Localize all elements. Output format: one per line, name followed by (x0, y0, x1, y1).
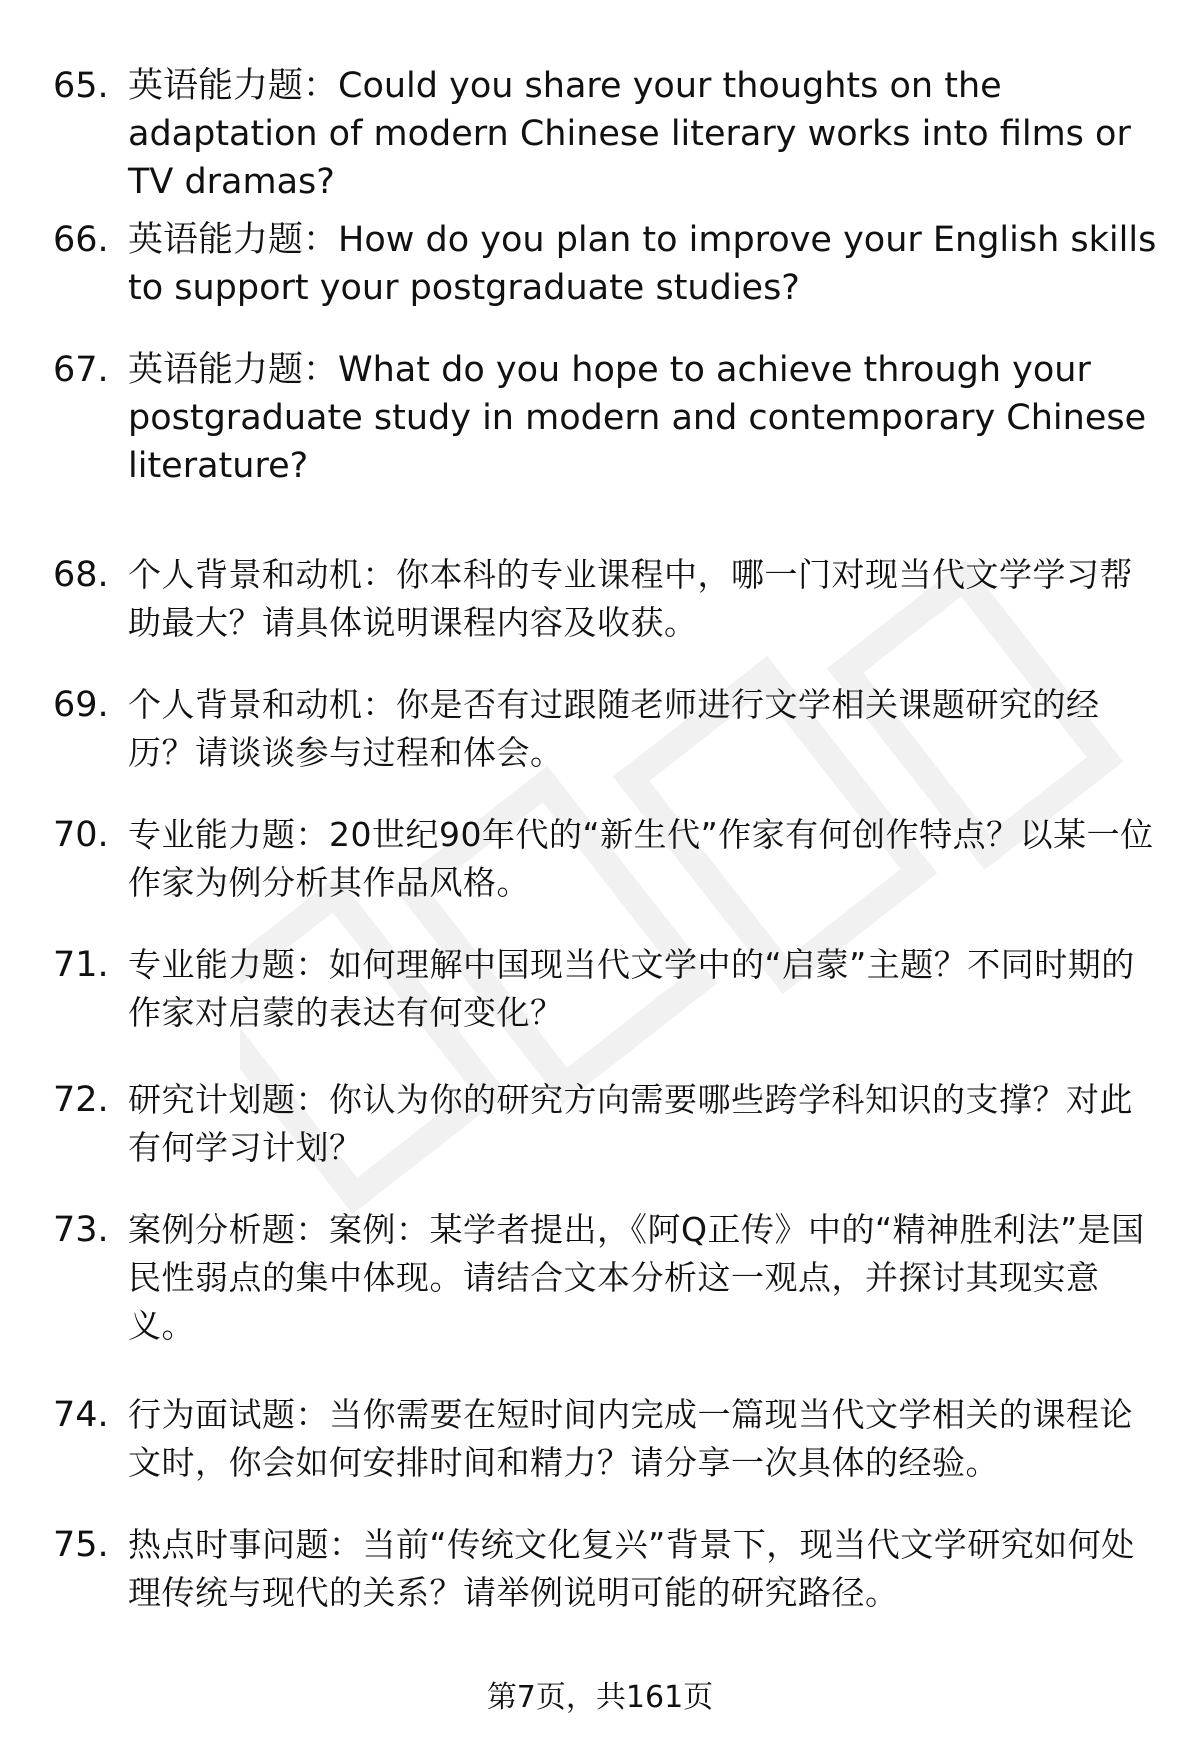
question-category: 研究计划题： (128, 1080, 329, 1119)
question-number: 68. (53, 555, 109, 595)
question-text (128, 941, 1164, 1037)
question-body: 当前“传统文化复兴”背景下，现当代文学研究如何处理传统与现代的关系？请举例说明可能的研究路径。 (128, 1525, 1135, 1612)
question-body: 如何理解中国现当代文学中的“启蒙”主题？不同时期的作家对启蒙的表达有何变化？ (128, 945, 1135, 1032)
question-text (128, 1206, 1164, 1350)
question-text (128, 346, 1164, 490)
question-text (128, 1521, 1164, 1617)
question-text (128, 1076, 1164, 1172)
question-category: 英语能力题： (128, 350, 339, 390)
question-body: 你是否有过跟随老师进行文学相关课题研究的经历？请谈谈参与过程和体会。 (128, 685, 1100, 772)
question-number: 73. (53, 1210, 109, 1250)
question-text (128, 216, 1164, 312)
question-number: 75. (53, 1525, 109, 1565)
question-category: 热点时事问题： (128, 1525, 363, 1564)
question-number: 65. (53, 66, 109, 106)
question-number: 71. (53, 945, 109, 985)
question-body: Could you share your thoughts on the adaptation of modern Chinese literary works into films or TV dramas? (128, 66, 1131, 202)
question-number: 70. (53, 815, 109, 855)
question-text (128, 1391, 1164, 1487)
question-category: 案例分析题： (128, 1210, 329, 1249)
question-category: 专业能力题： (128, 815, 329, 854)
question-category: 行为面试题： (128, 1395, 329, 1434)
question-category: 专业能力题： (128, 945, 329, 984)
question-number: 66. (53, 220, 109, 260)
question-category: 个人背景和动机： (128, 685, 396, 724)
question-body: What do you hope to achieve through your postgraduate study in modern and contemporary Chinese literature? (128, 350, 1147, 486)
question-category: 英语能力题： (128, 66, 339, 106)
question-text (128, 681, 1164, 777)
question-number: 67. (53, 350, 109, 390)
question-number: 74. (53, 1395, 109, 1435)
question-category: 个人背景和动机： (128, 555, 396, 594)
question-body: 你本科的专业课程中，哪一门对现当代文学学习帮助最大？请具体说明课程内容及收获。 (128, 555, 1133, 642)
question-body: 案例：某学者提出，《阿Q正传》中的“精神胜利法”是国民性弱点的集中体现。请结合文本分析这一观点，并探讨其现实意义。 (128, 1210, 1145, 1345)
page-number: 第7页，共161页 (486, 1680, 714, 1715)
question-text (128, 551, 1164, 647)
question-body: 当你需要在短时间内完成一篇现当代文学相关的课程论文时，你会如何安排时间和精力？请分享一次具体的经验。 (128, 1395, 1133, 1482)
question-body: How do you plan to improve your English skills to support your postgraduate studies? (128, 220, 1157, 308)
question-category: 英语能力题： (128, 220, 339, 260)
question-body: 你认为你的研究方向需要哪些跨学科知识的支撑？对此有何学习计划？ (128, 1080, 1133, 1167)
question-text (128, 811, 1164, 907)
question-number: 69. (53, 685, 109, 725)
question-body: 20世纪90年代的“新生代”作家有何创作特点？以某一位作家为例分析其作品风格。 (128, 815, 1154, 902)
question-text (128, 62, 1164, 206)
question-number: 72. (53, 1080, 109, 1120)
